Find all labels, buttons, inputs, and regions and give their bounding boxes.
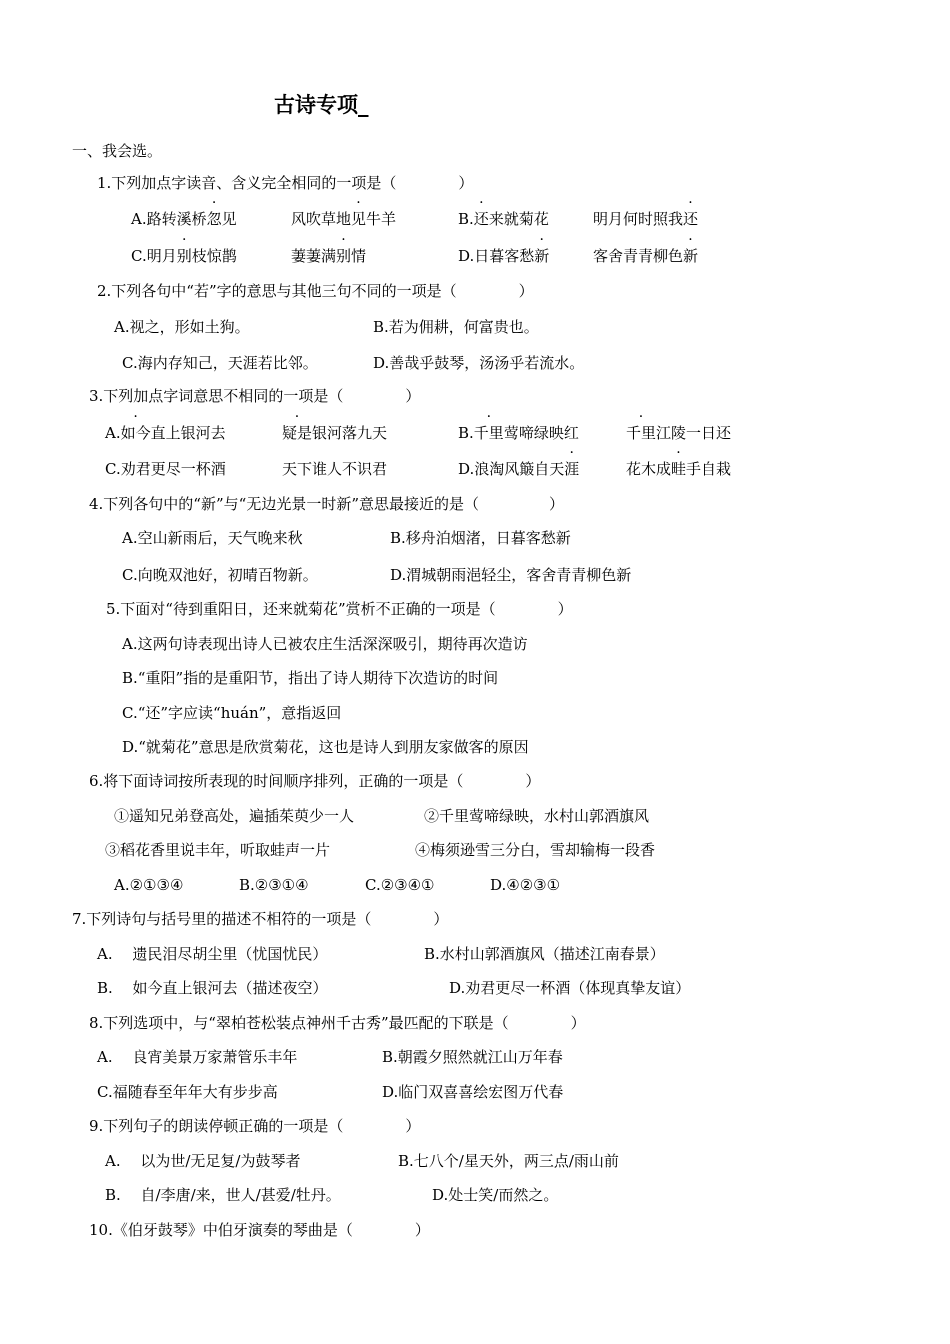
- q3-option-d: D.浪淘风簸自天涯: [458, 460, 580, 478]
- q4-option-b: B.移舟泊烟渚，日暮客愁新: [390, 529, 571, 547]
- q8-option-b: B.朝霞夕照然就江山万年春: [382, 1048, 563, 1066]
- q1-option-b-second: 明月何时照我还: [593, 210, 699, 228]
- q7-option-b: B.水村山郭酒旗风（描述江南春景）: [424, 945, 665, 963]
- q5-option-d: D.“就菊花”意思是欣赏菊花，这也是诗人到朋友家做客的原因: [122, 738, 529, 756]
- q3-option-b-second: 千里江陵一日还: [626, 424, 732, 442]
- q9-option-c: B. 自/李唐/来，世人/甚爱/牡丹。: [105, 1186, 341, 1204]
- q6-item-4: ④梅须逊雪三分白，雪却输梅一段香: [415, 841, 656, 859]
- q8-option-d: D.临门双喜喜绘宏图万代春: [382, 1083, 564, 1101]
- question-4-stem: 4.下列各句中的“新”与“无边光景一时新”意思最接近的是（ ）: [89, 495, 565, 513]
- q4-option-d: D.渭城朝雨浥轻尘，客舍青青柳色新: [390, 566, 632, 584]
- q5-option-a: A.这两句诗表现出诗人已被农庄生活深深吸引，期待再次造访: [122, 635, 528, 653]
- section-heading: 一、我会选。: [72, 142, 163, 160]
- q3-option-c-second: 天下谁人不识君: [282, 460, 388, 478]
- q2-option-a: A.视之，形如土狗。: [114, 318, 250, 336]
- q4-option-a: A.空山新雨后，天气晚来秋: [122, 529, 303, 547]
- q3-option-b: B.千里莺啼绿映红: [458, 424, 579, 442]
- question-5-stem: 5.下面对“待到重阳日，还来就菊花”赏析不正确的一项是（ ）: [106, 600, 573, 618]
- q2-option-b: B.若为佣耕，何富贵也。: [373, 318, 539, 336]
- q1-option-a: A.路转溪桥忽见: [131, 210, 237, 228]
- q3-option-d-second: 花木成畦手自栽: [626, 460, 732, 478]
- q2-option-d: D.善哉乎鼓琴，汤汤乎若流水。: [373, 354, 585, 372]
- q7-option-d: D.劝君更尽一杯酒（体现真挚友谊）: [449, 979, 691, 997]
- q8-option-a: A. 良宵美景万家萧管乐丰年: [97, 1048, 298, 1066]
- question-8-stem: 8.下列选项中，与“翠柏苍松装点神州千古秀”最匹配的下联是（ ）: [89, 1014, 586, 1032]
- q6-item-3: ③稻花香里说丰年，听取蛙声一片: [105, 841, 331, 859]
- q5-option-b: B.“重阳”指的是重阳节，指出了诗人期待下次造访的时间: [122, 669, 499, 687]
- q1-option-d: D.日暮客愁新: [458, 247, 550, 265]
- question-2-stem: 2.下列各句中“若”字的意思与其他三句不同的一项是（ ）: [97, 282, 534, 300]
- q1-option-c: C.明月别枝惊鹊: [131, 247, 237, 265]
- question-1-stem: 1.下列加点字读音、含义完全相同的一项是（ ）: [97, 174, 474, 192]
- q1-option-a-second: 风吹草地见牛羊: [291, 210, 397, 228]
- q6-option-d: D.④②③①: [490, 876, 561, 894]
- question-6-stem: 6.将下面诗词按所表现的时间顺序排列，正确的一项是（ ）: [89, 772, 541, 790]
- q4-option-c: C.向晚双池好，初晴百物新。: [122, 566, 318, 584]
- q9-option-b: B.七八个/星天外，两三点/雨山前: [398, 1152, 619, 1170]
- q9-option-d: D.处士笑/而然之。: [432, 1186, 559, 1204]
- q1-option-d-second: 客舍青青柳色新: [593, 247, 699, 265]
- q5-option-c: C.“还”字应读“huán”，意指返回: [122, 704, 342, 722]
- page-title: 古诗专项_: [274, 92, 369, 117]
- q6-item-1: ①遥知兄弟登高处，遍插茱萸少一人: [114, 807, 355, 825]
- q2-option-c: C.海内存知己，天涯若比邻。: [122, 354, 318, 372]
- question-3-stem: 3.下列加点字词意思不相同的一项是（ ）: [89, 387, 421, 405]
- q7-option-c: B. 如今直上银河去（描述夜空）: [97, 979, 328, 997]
- q8-option-c: C.福随春至年年大有步步高: [97, 1083, 278, 1101]
- q3-option-c: C.劝君更尽一杯酒: [105, 460, 226, 478]
- question-10-stem: 10.《伯牙鼓琴》中伯牙演奏的琴曲是（ ）: [89, 1221, 430, 1239]
- q7-option-a: A. 遗民泪尽胡尘里（忧国忧民）: [97, 945, 328, 963]
- q9-option-a: A. 以为世/无足复/为鼓琴者: [105, 1152, 301, 1170]
- q1-option-c-second: 萋萋满别情: [291, 247, 367, 265]
- q3-option-a: A.如今直上银河去: [105, 424, 226, 442]
- question-7-stem: 7.下列诗句与括号里的描述不相符的一项是（ ）: [72, 910, 449, 928]
- q1-option-b: B.还来就菊花: [458, 210, 549, 228]
- q6-option-a: A.②①③④: [114, 876, 184, 894]
- q3-option-a-second: 疑是银河落九天: [282, 424, 388, 442]
- q6-option-c: C.②③④①: [365, 876, 435, 894]
- q6-item-2: ②千里莺啼绿映，水村山郭酒旗风: [424, 807, 650, 825]
- question-9-stem: 9.下列句子的朗读停顿正确的一项是（ ）: [89, 1117, 421, 1135]
- q6-option-b: B.②③①④: [239, 876, 309, 894]
